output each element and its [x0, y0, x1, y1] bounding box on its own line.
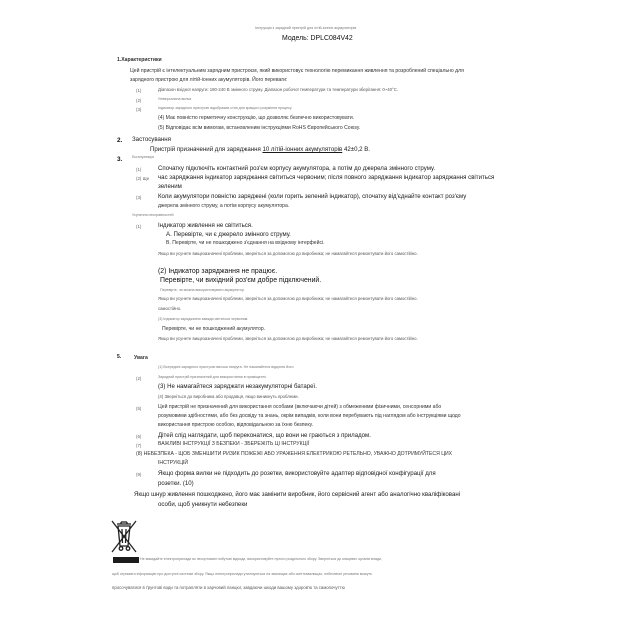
s4-contact-1: Якщо ви усунете вищезазначені проблеми, зверніться за допомогою до виробника; не намагайтеся ремонтувати його самостійно.	[158, 251, 418, 256]
s4-item-1-number: (1)	[136, 224, 142, 229]
s4-charge-indicator: (2) Індикатор заряджання не працює.	[158, 268, 278, 275]
s4-check-output: Перевірте, чи вихідний роз'єм добре підключений.	[160, 277, 322, 284]
section-5-number: 5.	[117, 354, 122, 360]
s5-item-9-number: (9)	[136, 472, 142, 477]
section-1-intro-line-2: зарядного пристрою для літій-іонних акумуляторів. Його переваги:	[130, 77, 288, 83]
s5-item-2: Зарядний пристрій призначений для використання в приміщенні.	[158, 375, 267, 379]
purpose-post: 42±0,2 В.	[342, 146, 370, 153]
s3-item-1-number: (1)	[136, 167, 142, 172]
purpose-pre: Пристрій призначений для заряджання	[150, 146, 263, 153]
s5-item-6-number: (6)	[136, 434, 142, 439]
s3-item-3-cont: джерела змінного струму, а потім корпусу акумулятора.	[158, 203, 290, 209]
s4-power-indicator: Індикатор живлення не світиться.	[158, 222, 253, 229]
purpose-underlined: 10 літій-іонних акумуляторів	[262, 146, 343, 153]
s5-item-7: ВАЖЛИВІ ІНСТРУКЦІЇ З БЕЗПЕКИ - ЗБЕРЕЖІТЬ ЦІ ІНСТРУКЦІЇ	[158, 441, 310, 447]
section-2-heading: Застосування	[132, 136, 171, 143]
s1-item-2-number: (2)	[136, 98, 142, 103]
s4-check-damaged: Перевірте, чи не пошкоджений акумулятор.	[162, 326, 266, 332]
section-1-heading: 1.Характеристики	[117, 57, 162, 63]
s5-item-1: (1) Всередині зарядного пристрою висока напруга. Не намагайтеся відкрити його.	[158, 365, 295, 369]
document-title: Інструкція з зарядний пристрій для літій-іонних акумуляторів	[255, 26, 357, 30]
s5-item-8: (8) НЕБЕЗПЕКА - ЩОБ ЗМЕНШИТИ РИЗИК ПОЖЕЖІ АБО УРАЖЕННЯ ЕЛЕКТРИКОЮ РЕТЕЛЬНО, УВАЖНО ДОТРИМУЙТЕСЯ ЦИХ	[136, 451, 453, 457]
s1-item-5-text: (5) Відповідає всім вимогам, встановленим інструкціями RoHS Європейського Союзу.	[158, 125, 361, 131]
s4-red-indicator: (3) Індикатор заряджання завжди світиться червоним.	[158, 317, 249, 321]
s5-item-8-cont: ІНСТРУКЦІЙ	[158, 460, 189, 466]
s5-item-9-cont: розетки. (10)	[158, 480, 194, 487]
section-2-number: 2.	[117, 137, 123, 144]
section-3-heading: Експлуатація	[132, 155, 154, 159]
s5-item-4: (4) Зверніться до виробника або продавця, якщо виникнуть проблеми.	[158, 394, 299, 399]
s3-item-3-text: Коли акумулятори повністю заряджені (коли горить зелений індикатор), спочатку від'єднайте контакт роз'єму	[158, 193, 467, 200]
disposal-line-1: Не викидайте електроприлади як несортовані побутові відходи, використовуйте пункти роздільного збору. Зверніться до місцевих органів влади,	[140, 557, 383, 561]
s5-item-10: Якщо шнур живлення пошкоджено, його має замінити виробник, його сервісний агент або аналогічно кваліфіковані	[134, 491, 461, 498]
s4-check-battery: Перевірте, чи можна використовувати акумулятор.	[160, 288, 245, 292]
s5-item-6: Дітей слід наглядати, щоб переконатися, що вони не граються з приладом.	[158, 432, 371, 439]
s5-item-2-number: (2)	[136, 376, 142, 381]
disposal-line-2: щоб отримати інформацію про доступні системи збору. Якщо електроприлади утилізуються на звалищах або сміттєзвалищах, небезпечні речовини можуть	[112, 572, 373, 576]
s5-item-5-cont-2: використання пристрою особою, відповідальною за їхню безпеку.	[158, 422, 314, 428]
s1-item-1-text: Діапазон вхідної напруги: 180-240 В змінного струму. Діапазон робочої температури та температури зберігання: 0~40°C.	[158, 87, 399, 92]
s3-item-2-number: (2) Ще	[136, 176, 150, 181]
s5-item-5-number: (5)	[136, 406, 142, 411]
s4-contact-2-cont: самостійно.	[158, 306, 182, 311]
section-5-heading: Увага	[134, 355, 148, 361]
s1-item-3-number: (3)	[136, 107, 142, 112]
s4-check-input: В. Перевірте, чи не пошкоджено з'єднання на вхідному інтерфейсі.	[166, 240, 325, 246]
section-3-number: 3.	[117, 156, 123, 163]
model-label: Модель: DPLC084V42	[282, 35, 353, 42]
s1-item-2-text: Універсальна вилка	[158, 97, 192, 101]
s4-contact-3: Якщо ви усунете вищезазначені проблеми, зверніться за допомогою до виробника; не намагайтеся ремонтувати його самостійно.	[158, 336, 418, 341]
s5-item-5: Цей пристрій не призначений для використання особами (включаючи дітей) з обмеженими фізичними, сенсорними або	[158, 404, 442, 410]
s5-item-10-cont: особи, щоб уникнути небезпеки	[158, 501, 248, 508]
s1-item-3-text: Індикатор зарядного пристрою відображає стан для кращого розуміння процесу.	[158, 106, 293, 110]
weee-crossed-bin-icon	[108, 516, 140, 556]
weee-black-bar	[113, 557, 139, 563]
section-2-purpose	[150, 147, 370, 153]
s5-item-5-cont-1: розумовими здібностями, або без досвіду та знань, окрім випадків, коли вони перебувають під наглядом або інструкціями щодо	[158, 413, 461, 419]
s5-item-7-number: (7)	[136, 443, 142, 448]
s1-item-1-number: (1)	[136, 88, 142, 93]
section-4-heading: Усунення несправностей	[132, 213, 174, 217]
s3-item-2-text: час заряджання індикатор заряджання світиться червоним; після повного заряджання індикатор заряджання світиться	[158, 174, 495, 181]
section-1-intro-line-1: Цей пристрій є інтелектуальним зарядним пристроєм, який використовує технологію перемикання живлення та розроблений спеціально для	[130, 68, 464, 74]
s5-item-9: Якщо форма вилки не підходить до розетки, використовуйте адаптер відповідної конфігурації для	[158, 470, 436, 477]
s3-item-1-text: Спочатку підключіть контактний роз'єм корпусу акумулятора, а потім до джерела змінного струму.	[158, 165, 436, 172]
s4-contact-2: Якщо ви усунете вищезазначені проблеми, зверніться за допомогою до виробника; не намагайтеся ремонтувати його самостійно.	[158, 296, 418, 301]
disposal-line-3: просочуватися в ґрунтові води та потрапляти в харчовий ланцюг, завдаючи шкоди вашому здоров'ю та самопочуттю	[112, 585, 345, 590]
s5-item-3: (3) Не намагайтеся заряджати незакумуляторні батареї.	[158, 383, 317, 390]
s3-item-3-number: (3)	[136, 195, 142, 200]
s4-check-ac: А. Перевірте, чи є джерело змінного струму.	[166, 231, 291, 238]
s3-item-2-cont: зеленим	[158, 183, 182, 190]
s1-item-4-text: (4) Має повністю герметичну конструкцію, що дозволяє безпечно використовувати.	[158, 115, 355, 121]
